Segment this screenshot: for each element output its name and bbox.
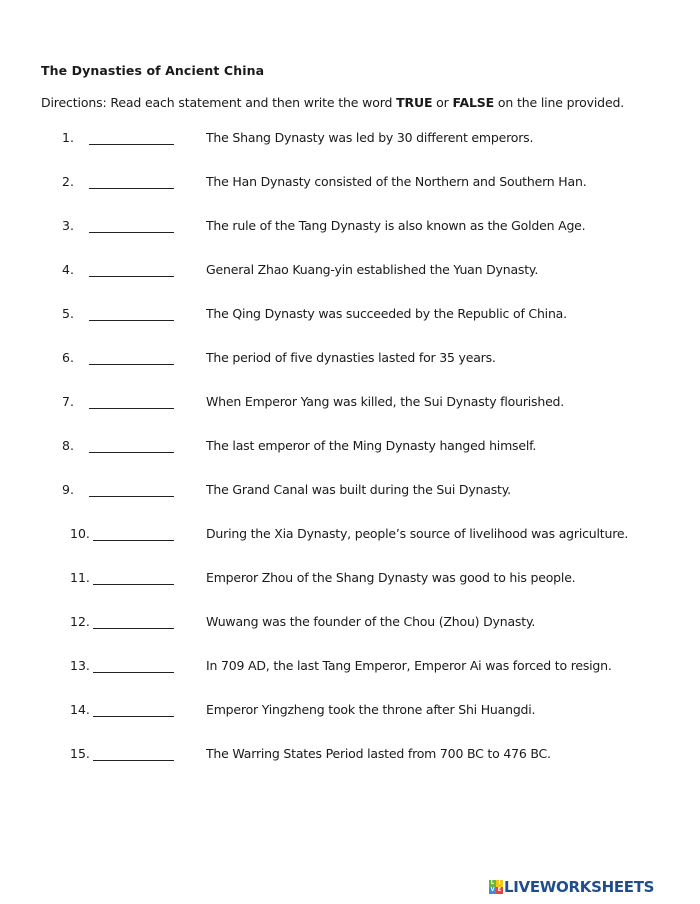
liveworksheets-logo	[489, 879, 654, 895]
answer-blank-line[interactable]	[89, 452, 174, 453]
answer-blank-line[interactable]	[93, 672, 174, 673]
question-number: 8.	[62, 438, 74, 453]
answer-blank-line[interactable]	[89, 320, 174, 321]
question-item	[0, 526, 700, 546]
answer-blank-line[interactable]	[89, 232, 174, 233]
answer-blank-line[interactable]	[93, 628, 174, 629]
question-number: 1.	[62, 130, 74, 145]
answer-blank-line[interactable]	[89, 144, 174, 145]
question-number: 14.	[70, 702, 90, 717]
question-statement: The period of five dynasties lasted for 35 years.	[206, 350, 496, 365]
directions-suffix: on the line provided.	[494, 95, 625, 110]
directions-text	[41, 95, 624, 110]
question-statement: When Emperor Yang was killed, the Sui Dynasty flourished.	[206, 394, 565, 409]
answer-blank-line[interactable]	[89, 496, 174, 497]
question-number: 3.	[62, 218, 74, 233]
answer-blank-line[interactable]	[93, 584, 174, 585]
question-statement: Emperor Yingzheng took the throne after Shi Huangdi.	[206, 702, 536, 717]
question-statement: Emperor Zhou of the Shang Dynasty was good to his people.	[206, 570, 576, 585]
question-number: 2.	[62, 174, 74, 189]
answer-blank-line[interactable]	[89, 408, 174, 409]
question-number: 4.	[62, 262, 74, 277]
question-statement: General Zhao Kuang-yin established the Yuan Dynasty.	[206, 262, 539, 277]
question-item	[0, 614, 700, 634]
true-keyword: TRUE	[396, 95, 433, 110]
question-number: 13.	[70, 658, 90, 673]
question-number: 15.	[70, 746, 90, 761]
question-statement: In 709 AD, the last Tang Emperor, Emperor Ai was forced to resign.	[206, 658, 612, 673]
answer-blank-line[interactable]	[89, 276, 174, 277]
question-number: 7.	[62, 394, 74, 409]
question-item	[0, 394, 700, 414]
question-statement: The last emperor of the Ming Dynasty hanged himself.	[206, 438, 537, 453]
question-item	[0, 306, 700, 326]
question-number: 6.	[62, 350, 74, 365]
question-statement: The Warring States Period lasted from 700 BC to 476 BC.	[206, 746, 551, 761]
question-item	[0, 482, 700, 502]
question-number: 9.	[62, 482, 74, 497]
question-item	[0, 130, 700, 150]
answer-blank-line[interactable]	[93, 760, 174, 761]
question-item	[0, 702, 700, 722]
false-keyword: FALSE	[452, 95, 495, 110]
logo-text: LIVEWORKSHEETS	[504, 878, 655, 896]
logo-square-i: I	[496, 880, 503, 887]
logo-square-e: E	[497, 887, 502, 893]
question-item	[0, 350, 700, 370]
directions-middle: or	[432, 95, 453, 110]
question-number: 11.	[70, 570, 90, 585]
question-statement: The Grand Canal was built during the Sui Dynasty.	[206, 482, 511, 497]
answer-blank-line[interactable]	[93, 540, 174, 541]
worksheet-title: The Dynasties of Ancient China	[41, 63, 265, 78]
question-statement: During the Xia Dynasty, people’s source of livelihood was agriculture.	[206, 526, 629, 541]
answer-blank-line[interactable]	[93, 716, 174, 717]
question-item	[0, 658, 700, 678]
question-item	[0, 570, 700, 590]
question-item	[0, 746, 700, 766]
directions-prefix: Directions: Read each statement and then write the word	[41, 95, 397, 110]
logo-squares-icon	[489, 880, 503, 894]
logo-square-l: L	[490, 880, 495, 886]
question-item	[0, 218, 700, 238]
question-statement: The Han Dynasty consisted of the Northern and Southern Han.	[206, 174, 587, 189]
question-statement: The Shang Dynasty was led by 30 different emperors.	[206, 130, 534, 145]
question-number: 5.	[62, 306, 74, 321]
question-number: 10.	[70, 526, 90, 541]
answer-blank-line[interactable]	[89, 188, 174, 189]
question-statement: Wuwang was the founder of the Chou (Zhou) Dynasty.	[206, 614, 536, 629]
question-number: 12.	[70, 614, 90, 629]
logo-square-v: V	[490, 887, 495, 893]
question-statement: The rule of the Tang Dynasty is also known as the Golden Age.	[206, 218, 586, 233]
question-statement: The Qing Dynasty was succeeded by the Republic of China.	[206, 306, 567, 321]
question-item	[0, 262, 700, 282]
question-item	[0, 174, 700, 194]
answer-blank-line[interactable]	[89, 364, 174, 365]
question-item	[0, 438, 700, 458]
